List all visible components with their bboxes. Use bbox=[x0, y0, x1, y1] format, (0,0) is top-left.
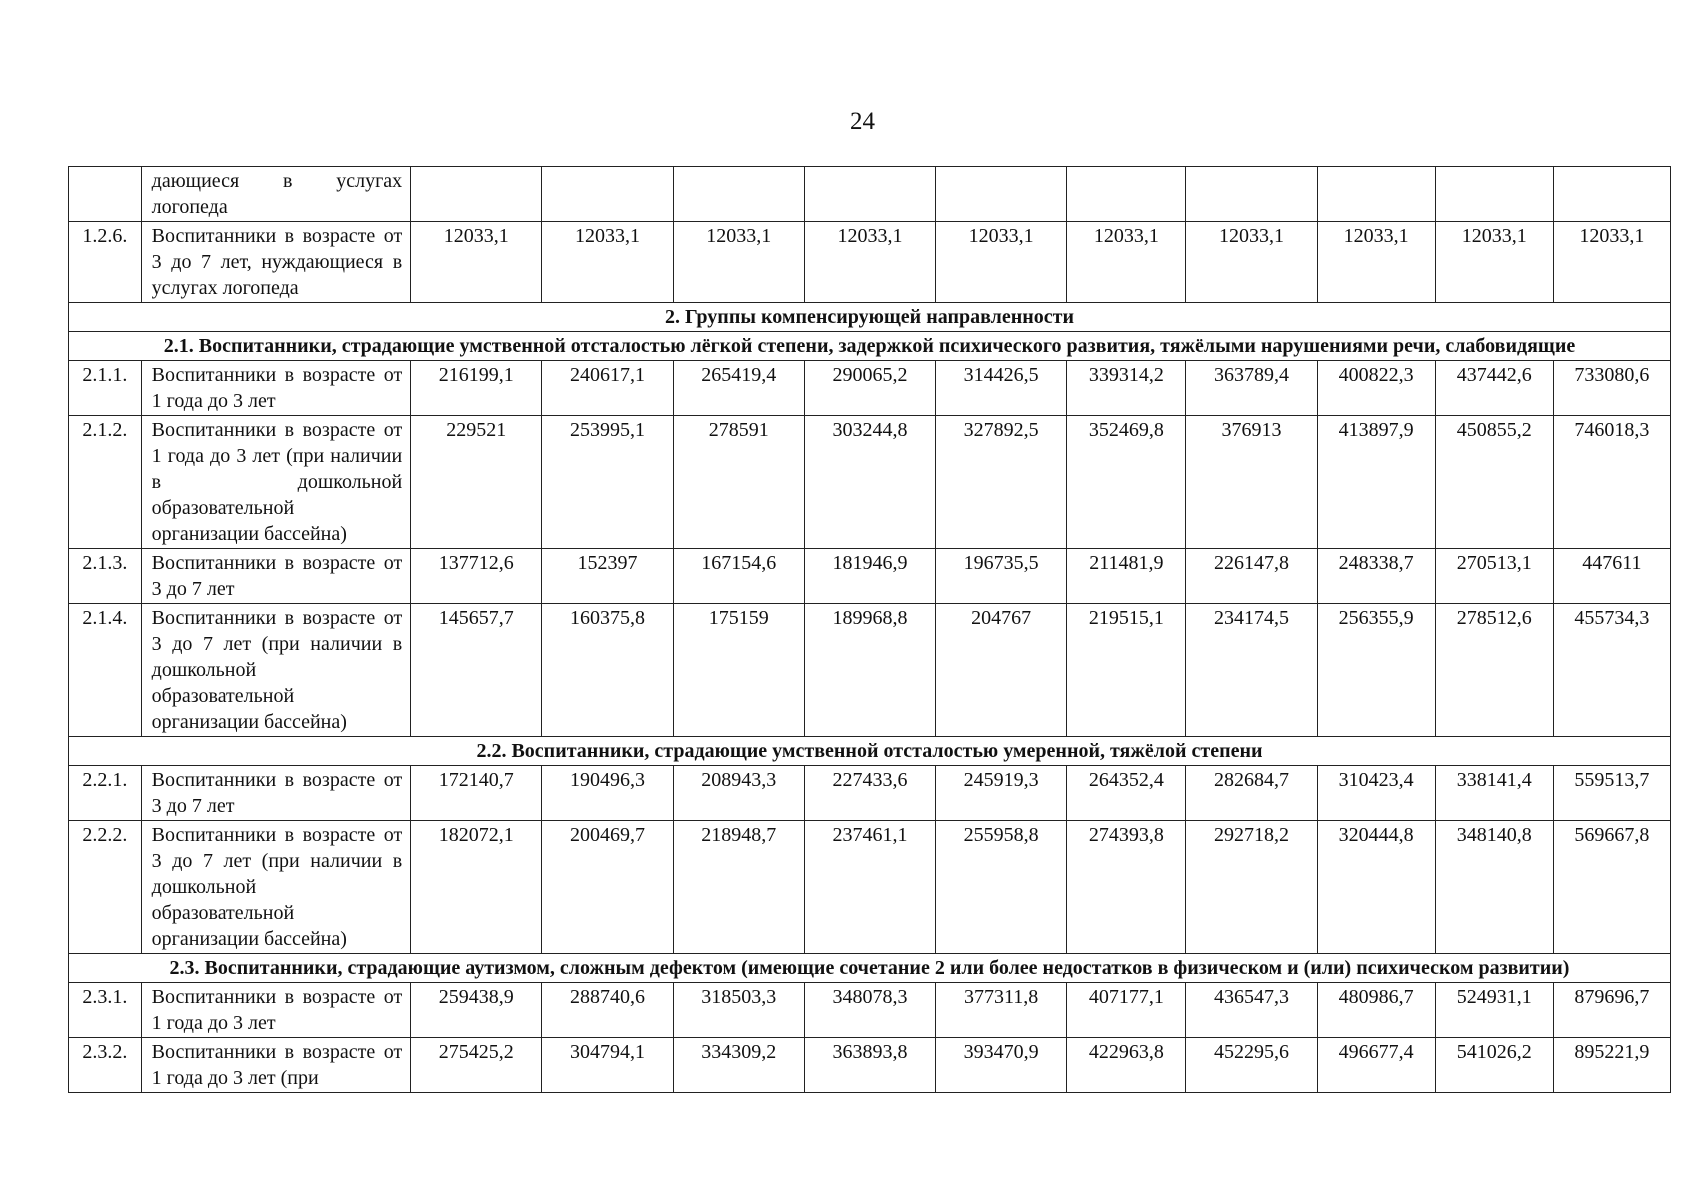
value-cell: 352469,8 bbox=[1067, 416, 1186, 549]
value-cell: 274393,8 bbox=[1067, 821, 1186, 954]
value-cell: 348078,3 bbox=[804, 983, 935, 1038]
value-cell: 303244,8 bbox=[804, 416, 935, 549]
value-cell: 12033,1 bbox=[542, 222, 673, 303]
value-cell: 452295,6 bbox=[1186, 1038, 1317, 1093]
value-cell: 275425,2 bbox=[411, 1038, 542, 1093]
value-cell: 393470,9 bbox=[936, 1038, 1067, 1093]
value-cell: 175159 bbox=[673, 604, 804, 737]
value-cell: 211481,9 bbox=[1067, 549, 1186, 604]
table-row bbox=[69, 766, 1671, 821]
value-cell: 253995,1 bbox=[542, 416, 673, 549]
value-cell: 290065,2 bbox=[804, 361, 935, 416]
value-cell: 746018,3 bbox=[1553, 416, 1670, 549]
table-body bbox=[69, 167, 1671, 1093]
value-cell: 278591 bbox=[673, 416, 804, 549]
value-cell: 172140,7 bbox=[411, 766, 542, 821]
value-cell: 229521 bbox=[411, 416, 542, 549]
value-cell: 196735,5 bbox=[936, 549, 1067, 604]
value-cell: 182072,1 bbox=[411, 821, 542, 954]
value-cell bbox=[936, 167, 1067, 222]
value-cell: 363789,4 bbox=[1186, 361, 1317, 416]
value-cell bbox=[804, 167, 935, 222]
table-row bbox=[69, 821, 1671, 954]
value-cell: 304794,1 bbox=[542, 1038, 673, 1093]
section-header-row bbox=[69, 332, 1671, 361]
value-cell: 338141,4 bbox=[1435, 766, 1553, 821]
value-cell: 436547,3 bbox=[1186, 983, 1317, 1038]
value-cell: 226147,8 bbox=[1186, 549, 1317, 604]
value-cell: 160375,8 bbox=[542, 604, 673, 737]
value-cell: 219515,1 bbox=[1067, 604, 1186, 737]
row-description: Воспитанники в возрасте от 3 до 7 лет, нуждающиеся в услугах логопеда bbox=[141, 222, 411, 303]
value-cell bbox=[1435, 167, 1553, 222]
row-code: 2.1.2. bbox=[69, 416, 142, 549]
value-cell: 314426,5 bbox=[936, 361, 1067, 416]
section-title: 2.1. Воспитанники, страдающие умственной отсталостью лёгкой степени, задержкой психического развития, тяжёлыми нарушениями речи, слабовидящие bbox=[69, 332, 1671, 361]
value-cell: 248338,7 bbox=[1317, 549, 1435, 604]
row-code: 2.3.2. bbox=[69, 1038, 142, 1093]
row-description: Воспитанники в возрасте от 1 года до 3 лет bbox=[141, 361, 411, 416]
value-cell bbox=[673, 167, 804, 222]
row-code: 2.1.3. bbox=[69, 549, 142, 604]
row-description: Воспитанники в возрасте от 1 года до 3 лет (при bbox=[141, 1038, 411, 1093]
table-row-continuation bbox=[69, 167, 1671, 222]
value-cell bbox=[1553, 167, 1670, 222]
value-cell: 216199,1 bbox=[411, 361, 542, 416]
table-row bbox=[69, 361, 1671, 416]
value-cell: 377311,8 bbox=[936, 983, 1067, 1038]
row-description: Воспитанники в возрасте от 1 года до 3 лет bbox=[141, 983, 411, 1038]
row-description: Воспитанники в возрасте от 3 до 7 лет (при наличии в дошкольной образовательной организации бассейна) bbox=[141, 821, 411, 954]
value-cell: 189968,8 bbox=[804, 604, 935, 737]
value-cell: 480986,7 bbox=[1317, 983, 1435, 1038]
row-code: 2.2.2. bbox=[69, 821, 142, 954]
value-cell: 376913 bbox=[1186, 416, 1317, 549]
value-cell: 12033,1 bbox=[1317, 222, 1435, 303]
value-cell: 879696,7 bbox=[1553, 983, 1670, 1038]
table-row bbox=[69, 983, 1671, 1038]
value-cell: 218948,7 bbox=[673, 821, 804, 954]
value-cell: 137712,6 bbox=[411, 549, 542, 604]
row-code: 2.3.1. bbox=[69, 983, 142, 1038]
table-row bbox=[69, 549, 1671, 604]
value-cell: 234174,5 bbox=[1186, 604, 1317, 737]
value-cell: 256355,9 bbox=[1317, 604, 1435, 737]
value-cell: 895221,9 bbox=[1553, 1038, 1670, 1093]
table-row bbox=[69, 416, 1671, 549]
value-cell bbox=[1317, 167, 1435, 222]
value-cell: 559513,7 bbox=[1553, 766, 1670, 821]
value-cell: 447611 bbox=[1553, 549, 1670, 604]
page-number: 24 bbox=[850, 108, 875, 135]
value-cell: 265419,4 bbox=[673, 361, 804, 416]
value-cell: 292718,2 bbox=[1186, 821, 1317, 954]
value-cell: 12033,1 bbox=[1435, 222, 1553, 303]
value-cell: 145657,7 bbox=[411, 604, 542, 737]
value-cell: 237461,1 bbox=[804, 821, 935, 954]
value-cell: 167154,6 bbox=[673, 549, 804, 604]
value-cell: 422963,8 bbox=[1067, 1038, 1186, 1093]
section-title: 2. Группы компенсирующей направленности bbox=[69, 303, 1671, 332]
value-cell: 282684,7 bbox=[1186, 766, 1317, 821]
table-row bbox=[69, 604, 1671, 737]
row-code: 1.2.6. bbox=[69, 222, 142, 303]
value-cell bbox=[542, 167, 673, 222]
row-code: 2.1.4. bbox=[69, 604, 142, 737]
value-cell: 413897,9 bbox=[1317, 416, 1435, 549]
section-title: 2.2. Воспитанники, страдающие умственной отсталостью умеренной, тяжёлой степени bbox=[69, 737, 1671, 766]
value-cell bbox=[1067, 167, 1186, 222]
value-cell: 524931,1 bbox=[1435, 983, 1553, 1038]
section-header-row bbox=[69, 303, 1671, 332]
value-cell bbox=[1186, 167, 1317, 222]
value-cell: 288740,6 bbox=[542, 983, 673, 1038]
value-cell: 255958,8 bbox=[936, 821, 1067, 954]
value-cell: 455734,3 bbox=[1553, 604, 1670, 737]
value-cell: 12033,1 bbox=[936, 222, 1067, 303]
row-description: Воспитанники в возрасте от 3 до 7 лет bbox=[141, 766, 411, 821]
value-cell: 363893,8 bbox=[804, 1038, 935, 1093]
section-header-row bbox=[69, 954, 1671, 983]
value-cell: 204767 bbox=[936, 604, 1067, 737]
value-cell: 437442,6 bbox=[1435, 361, 1553, 416]
value-cell: 181946,9 bbox=[804, 549, 935, 604]
value-cell: 733080,6 bbox=[1553, 361, 1670, 416]
row-code bbox=[69, 167, 142, 222]
row-description: дающиеся в услугах логопеда bbox=[141, 167, 411, 222]
value-cell: 450855,2 bbox=[1435, 416, 1553, 549]
value-cell: 400822,3 bbox=[1317, 361, 1435, 416]
value-cell: 320444,8 bbox=[1317, 821, 1435, 954]
value-cell: 264352,4 bbox=[1067, 766, 1186, 821]
value-cell: 208943,3 bbox=[673, 766, 804, 821]
table-row bbox=[69, 1038, 1671, 1093]
value-cell: 12033,1 bbox=[1067, 222, 1186, 303]
value-cell: 200469,7 bbox=[542, 821, 673, 954]
value-cell: 348140,8 bbox=[1435, 821, 1553, 954]
value-cell: 318503,3 bbox=[673, 983, 804, 1038]
value-cell: 152397 bbox=[542, 549, 673, 604]
row-description: Воспитанники в возрасте от 3 до 7 лет (при наличии в дошкольной образовательной организации бассейна) bbox=[141, 604, 411, 737]
table-row bbox=[69, 222, 1671, 303]
value-cell: 334309,2 bbox=[673, 1038, 804, 1093]
value-cell: 227433,6 bbox=[804, 766, 935, 821]
value-cell: 240617,1 bbox=[542, 361, 673, 416]
value-cell: 278512,6 bbox=[1435, 604, 1553, 737]
value-cell: 190496,3 bbox=[542, 766, 673, 821]
value-cell: 12033,1 bbox=[411, 222, 542, 303]
value-cell: 12033,1 bbox=[1186, 222, 1317, 303]
value-cell: 569667,8 bbox=[1553, 821, 1670, 954]
row-code: 2.1.1. bbox=[69, 361, 142, 416]
value-cell: 259438,9 bbox=[411, 983, 542, 1038]
value-cell: 310423,4 bbox=[1317, 766, 1435, 821]
section-title: 2.3. Воспитанники, страдающие аутизмом, сложным дефектом (имеющие сочетание 2 или более недостатков в физическом и (или) психическом развитии) bbox=[69, 954, 1671, 983]
value-cell: 339314,2 bbox=[1067, 361, 1186, 416]
section-header-row bbox=[69, 737, 1671, 766]
row-description: Воспитанники в возрасте от 3 до 7 лет bbox=[141, 549, 411, 604]
value-cell: 12033,1 bbox=[804, 222, 935, 303]
value-cell: 245919,3 bbox=[936, 766, 1067, 821]
row-code: 2.2.1. bbox=[69, 766, 142, 821]
value-cell: 541026,2 bbox=[1435, 1038, 1553, 1093]
tariff-table bbox=[68, 166, 1671, 1093]
value-cell bbox=[411, 167, 542, 222]
value-cell: 270513,1 bbox=[1435, 549, 1553, 604]
value-cell: 12033,1 bbox=[673, 222, 804, 303]
value-cell: 12033,1 bbox=[1553, 222, 1670, 303]
value-cell: 327892,5 bbox=[936, 416, 1067, 549]
value-cell: 407177,1 bbox=[1067, 983, 1186, 1038]
row-description: Воспитанники в возрасте от 1 года до 3 лет (при наличии в дошкольной образовательной организации бассейна) bbox=[141, 416, 411, 549]
value-cell: 496677,4 bbox=[1317, 1038, 1435, 1093]
